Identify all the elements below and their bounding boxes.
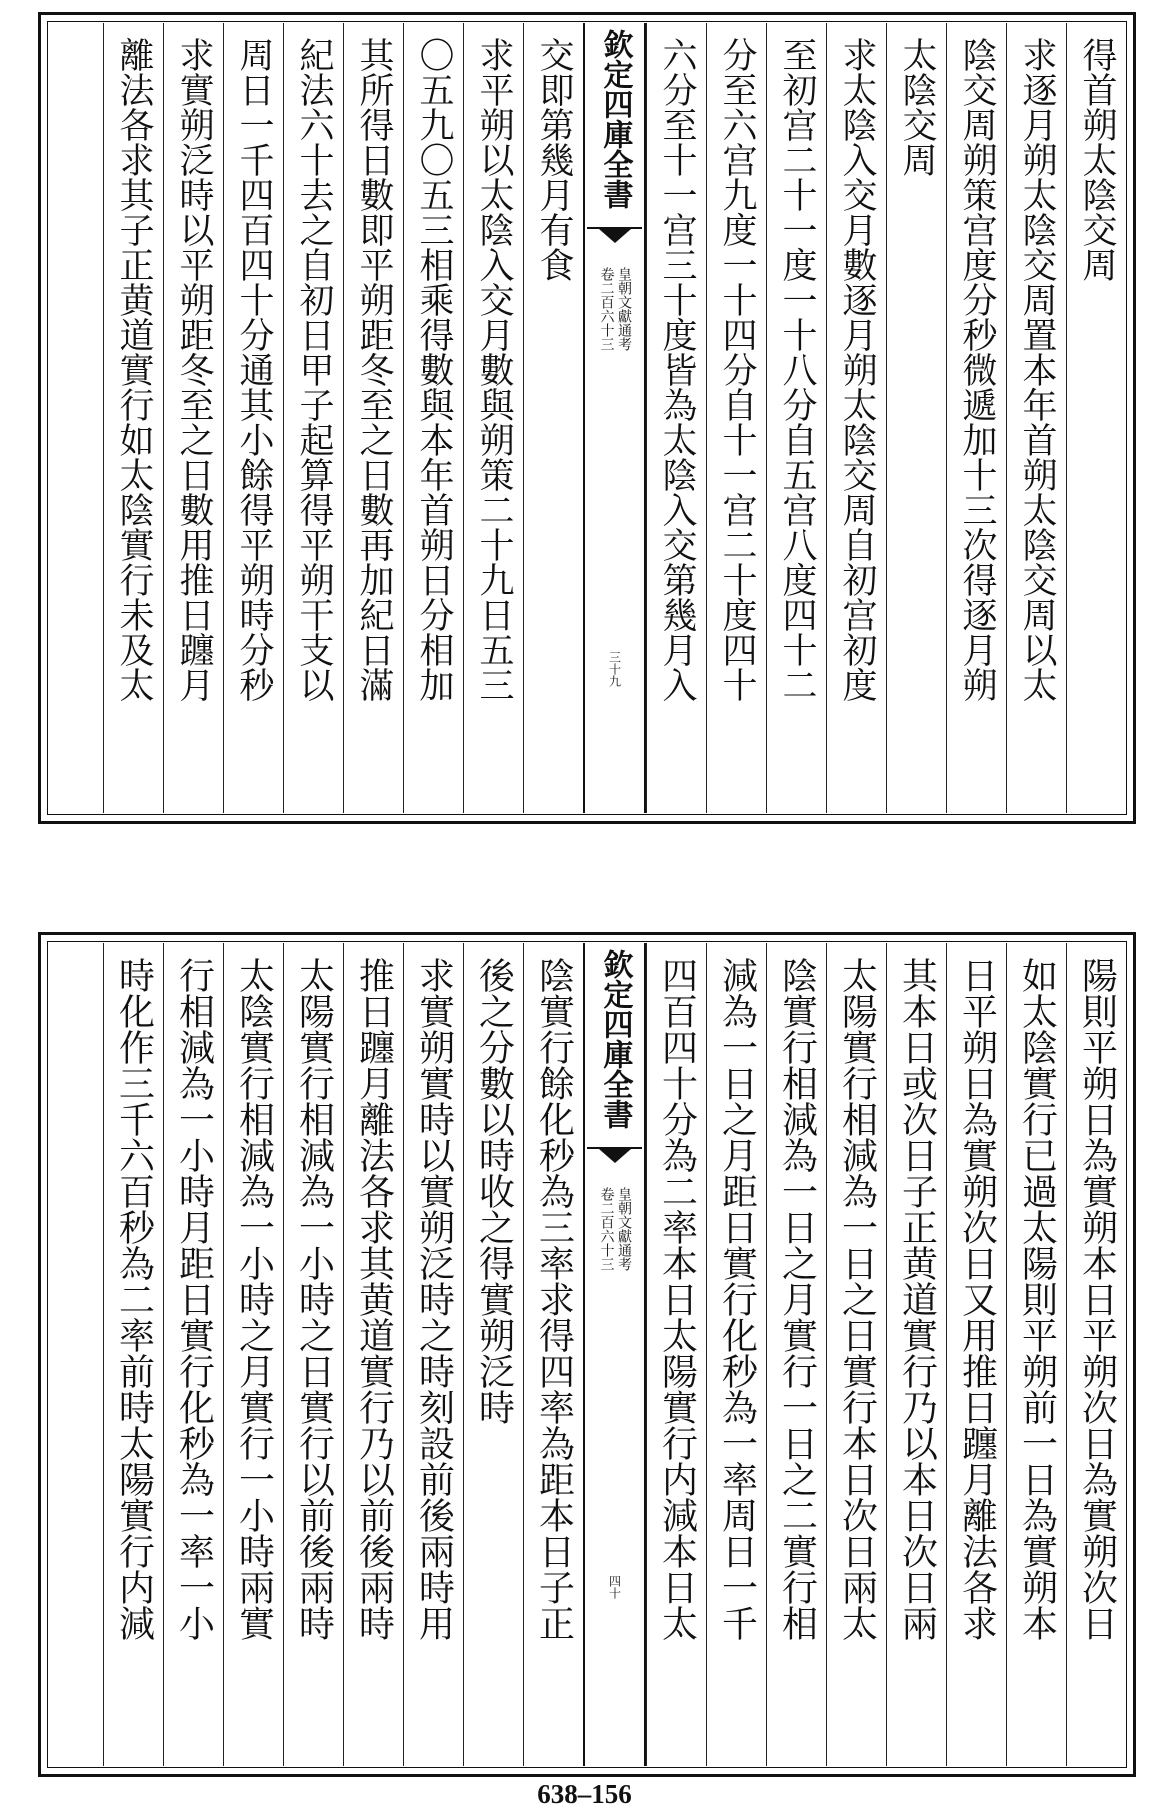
column-text: 推日躔月離法各求其黄道實行乃以前後兩時 bbox=[353, 957, 395, 1641]
text-column bbox=[223, 23, 283, 813]
text-column bbox=[646, 943, 706, 1766]
column-text: 求實朔實時以實朔泛時之時刻設前後兩時用 bbox=[413, 957, 455, 1641]
text-column bbox=[826, 23, 886, 813]
text-column bbox=[1006, 943, 1066, 1766]
column-text: 得首朔太陰交周 bbox=[1077, 37, 1117, 282]
text-column bbox=[1066, 23, 1126, 813]
text-column bbox=[826, 943, 886, 1766]
text-column bbox=[403, 23, 463, 813]
text-column bbox=[946, 943, 1006, 1766]
text-column bbox=[1066, 943, 1126, 1766]
text-column bbox=[1006, 23, 1066, 813]
column-text: 陰交周朔策宫度分秒微遞加十三次得逐月朔 bbox=[957, 37, 997, 702]
text-column bbox=[283, 23, 343, 813]
text-column bbox=[463, 943, 523, 1766]
text-column bbox=[463, 23, 523, 813]
column-text: 其本日或次日子正黄道實行乃以本日次日兩 bbox=[896, 957, 938, 1641]
text-column bbox=[283, 943, 343, 1766]
folio-number: 四十 bbox=[607, 1575, 622, 1599]
column-text: 如太陰實行已過太陽則平朔前一日為實朔本 bbox=[1016, 957, 1058, 1641]
column-text: 交即第幾月有食 bbox=[534, 37, 574, 282]
column-text: 分至六宫九度一十四分自十一宫二十度四十 bbox=[717, 37, 757, 702]
text-column bbox=[706, 23, 766, 813]
folio-number: 三十九 bbox=[607, 651, 622, 687]
column-text: 至初宫二十一度一十八分自五宫八度四十二 bbox=[777, 37, 817, 702]
column-text: 〇五九〇五三相乘得數與本年首朔日分相加 bbox=[414, 37, 454, 702]
page-top-body bbox=[49, 23, 1125, 813]
text-column bbox=[766, 943, 826, 1766]
text-column bbox=[103, 943, 163, 1766]
text-column bbox=[163, 23, 223, 813]
page-number-label: 638–156 bbox=[537, 1779, 632, 1809]
column-text: 求實朔泛時以平朔距冬至之日數用推日躔月 bbox=[174, 37, 214, 702]
document-page-bottom bbox=[38, 932, 1136, 1777]
volume-info: 皇朝文獻通考 卷二百六十三 bbox=[598, 267, 632, 351]
column-text: 太陽實行相減為一日之日實行本日次日兩太 bbox=[836, 957, 878, 1641]
text-column bbox=[343, 23, 403, 813]
text-column bbox=[706, 943, 766, 1766]
text-column bbox=[523, 23, 583, 813]
text-column bbox=[886, 943, 946, 1766]
column-text: 減為一日之月距日實行化秒為一率周日一千 bbox=[716, 957, 758, 1641]
column-text: 後之分數以時收之得實朔泛時 bbox=[473, 957, 515, 1425]
center-fold bbox=[583, 23, 646, 813]
text-column bbox=[523, 943, 583, 1766]
column-text: 太陰實行相減為一小時之月實行一小時兩實 bbox=[233, 957, 275, 1641]
text-column bbox=[163, 943, 223, 1766]
text-column bbox=[343, 943, 403, 1766]
column-text: 求太陰入交月數逐月朔太陰交周自初宫初度 bbox=[837, 37, 877, 702]
text-column bbox=[403, 943, 463, 1766]
column-text: 太陽實行相減為一小時之日實行以前後兩時 bbox=[293, 957, 335, 1641]
book-title: 欽定四庫全書 bbox=[597, 949, 633, 1129]
column-text: 日平朔日為實朔次日又用推日躔月離法各求 bbox=[956, 957, 998, 1641]
fishtail-mark bbox=[587, 1147, 642, 1171]
text-column bbox=[886, 23, 946, 813]
fishtail-mark bbox=[587, 227, 642, 251]
column-text: 陰實行餘化秒為三率求得四率為距本日子正 bbox=[533, 957, 575, 1641]
column-text: 太陰交周 bbox=[897, 37, 937, 177]
column-text: 求平朔以太陰入交月數與朔策二十九日五三 bbox=[474, 37, 514, 702]
text-column bbox=[223, 943, 283, 1766]
text-column bbox=[646, 23, 706, 813]
column-text: 離法各求其子正黄道實行如太陰實行未及太 bbox=[114, 37, 154, 702]
column-text: 周日一千四百四十分通其小餘得平朔時分秒 bbox=[234, 37, 274, 702]
column-text: 陽則平朔日為實朔本日平朔次日為實朔次日 bbox=[1076, 957, 1118, 1641]
column-text: 時化作三千六百秒為二率前時太陽實行内減 bbox=[113, 957, 155, 1641]
volume-info: 皇朝文獻通考 卷二百六十三 bbox=[598, 1187, 632, 1271]
center-fold bbox=[583, 943, 646, 1766]
page-bottom-body bbox=[49, 943, 1125, 1766]
column-text: 行相減為一小時月距日實行化秒為一率一小 bbox=[173, 957, 215, 1641]
column-text: 六分至十一宫三十度皆為太陰入交第幾月入 bbox=[657, 37, 697, 702]
column-text: 四百四十分為二率本日太陽實行内減本日太 bbox=[656, 957, 698, 1641]
text-column bbox=[103, 23, 163, 813]
text-column bbox=[946, 23, 1006, 813]
document-page-top bbox=[38, 12, 1136, 824]
column-text: 其所得日數即平朔距冬至之日數再加紀日滿 bbox=[354, 37, 394, 702]
column-text: 陰實行相減為一日之月實行一日之二實行相 bbox=[776, 957, 818, 1641]
book-title: 欽定四庫全書 bbox=[597, 29, 633, 209]
column-text: 紀法六十去之自初日甲子起算得平朔干支以 bbox=[294, 37, 334, 702]
text-column bbox=[766, 23, 826, 813]
column-text: 求逐月朔太陰交周置本年首朔太陰交周以太 bbox=[1017, 37, 1057, 702]
